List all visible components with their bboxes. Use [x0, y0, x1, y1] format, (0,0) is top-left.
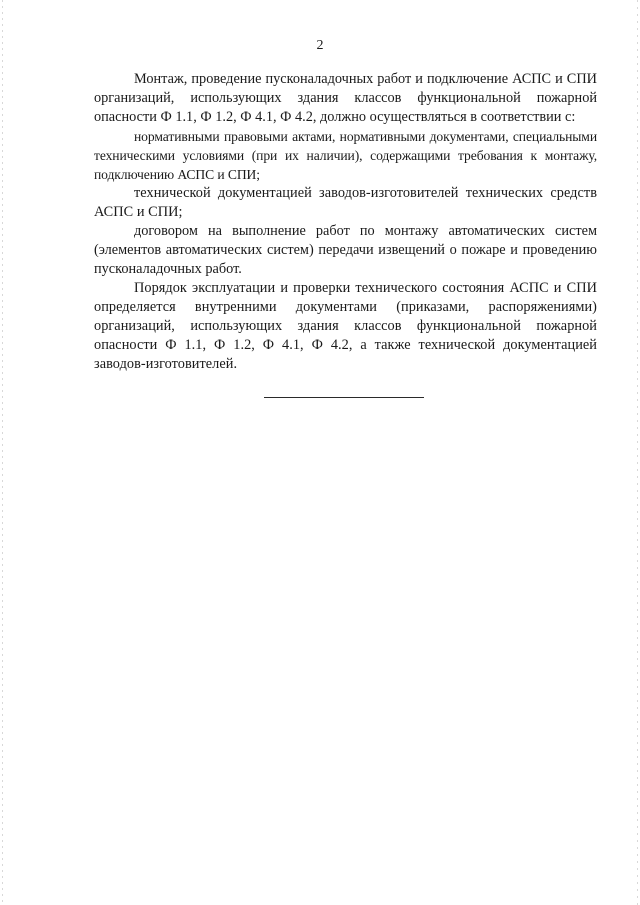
paragraph-installation-requirements: Монтаж, проведение пусконаладочных работ и подключение АСПС и СПИ организаций, использующих здания классов функциональной пожарной опасности Ф 1.1, Ф 1.2, Ф 4.1, Ф 4.2, должно осуществляться в соответствии с:	[94, 71, 597, 125]
paragraph-normative-acts: нормативными правовыми актами, нормативными документами, специальными техническими условиями (при их наличии), содержащими требования к монтажу, подключению АСПС и СПИ;	[94, 129, 597, 182]
paragraph-operation-procedure: Порядок эксплуатации и проверки технического состояния АСПС и СПИ определяется внутренними документами (приказами, распоряжениями) организаций, использующих здания классов функциональной пожарной опасности Ф 1.1, Ф 1.2, Ф 4.1, Ф 4.2, а также технической документацией заводов-изготовителей.	[94, 280, 597, 372]
paragraph-contract: договором на выполнение работ по монтажу автоматических систем (элементов автоматических систем) передачи извещений о пожаре и проведению пусконаладочных работ.	[94, 223, 597, 277]
page-number: 2	[316, 38, 324, 53]
end-separator-line	[264, 397, 424, 398]
document-body	[94, 70, 597, 374]
paragraph-manufacturer-documentation: технической документацией заводов-изготовителей технических средств АСПС и СПИ;	[94, 185, 597, 220]
scan-edge-left	[2, 0, 3, 905]
scan-edge-right	[637, 0, 638, 905]
